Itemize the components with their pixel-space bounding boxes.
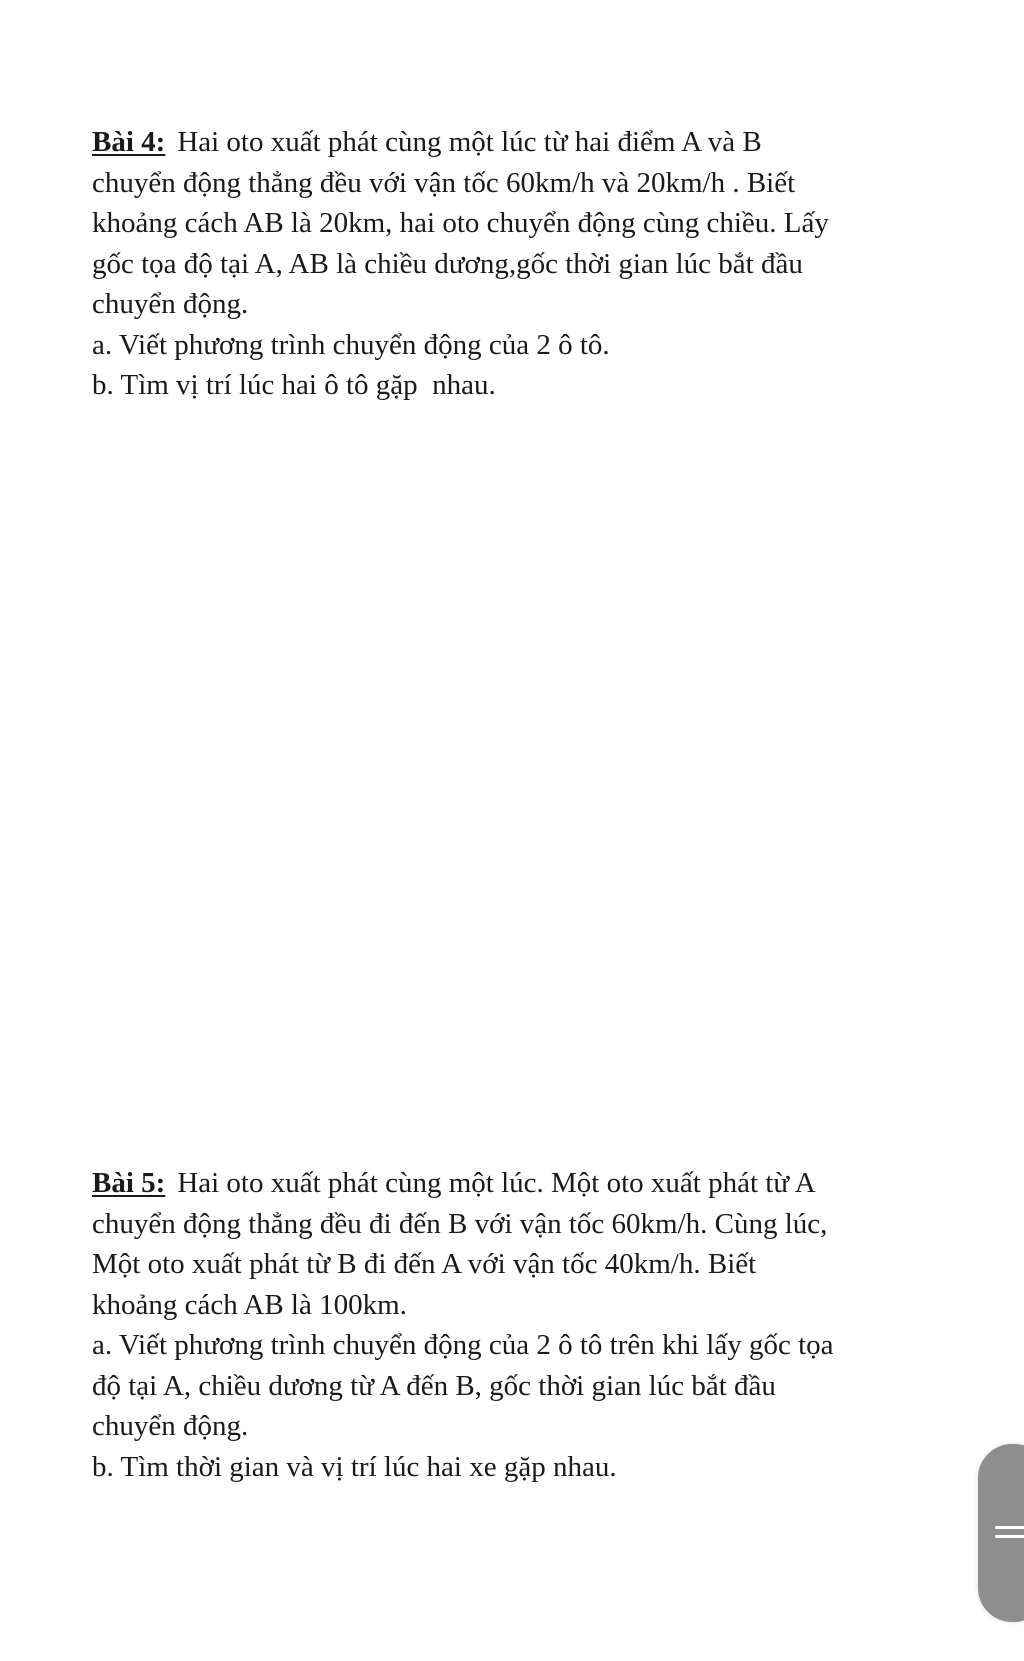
problem-4-line-4: gốc tọa độ tại A, AB là chiều dương,gốc thời gian lúc bắt đầu (92, 247, 803, 280)
problem-4-line-1-text: Hai oto xuất phát cùng một lúc từ hai điểm A và B (177, 126, 762, 158)
problem-5-line-1 (92, 1163, 912, 1204)
problem-4-line-5: chuyển động. (92, 288, 249, 320)
problem-4-line-3: khoảng cách AB là 20km, hai oto chuyển động cùng chiều. Lấy (92, 207, 829, 239)
problem-4-line-2: chuyển động thẳng đều với vận tốc 60km/h và 20km/h . Biết (92, 166, 796, 199)
problem-5-question-a-line-1: a. Viết phương trình chuyển động của 2 ô tô trên khi lấy gốc tọa (92, 1329, 834, 1361)
problem-5-line-2: chuyển động thẳng đều đi đến B với vận tốc 60km/h. Cùng lúc, (92, 1207, 828, 1240)
problem-5-line-3: Một oto xuất phát từ B đi đến A với vận tốc 40km/h. Biết (92, 1248, 757, 1280)
problem-4-question-b: b. Tìm vị trí lúc hai ô tô gặp nhau. (92, 369, 496, 401)
problem-4-line-1 (92, 122, 912, 163)
problem-4 (92, 122, 912, 406)
grip-lines-icon (995, 1526, 1024, 1542)
problem-4-question-a: a. Viết phương trình chuyển động của 2 ô tô. (92, 328, 610, 361)
problem-5-line-4: khoảng cách AB là 100km. (92, 1288, 407, 1321)
problem-4-label: Bài 4: (92, 126, 166, 158)
problem-5-question-a-line-3: chuyển động. (92, 1410, 249, 1442)
problem-5-line-1-text: Hai oto xuất phát cùng một lúc. Một oto xuất phát từ A (177, 1167, 816, 1199)
problem-5-question-b: b. Tìm thời gian và vị trí lúc hai xe gặp nhau. (92, 1450, 617, 1483)
problem-5-question-a-line-2: độ tại A, chiều dương từ A đến B, gốc thời gian lúc bắt đầu (92, 1369, 776, 1402)
problem-5-label: Bài 5: (92, 1167, 166, 1199)
problem-5 (92, 1163, 912, 1487)
scroll-handle[interactable] (978, 1444, 1024, 1622)
